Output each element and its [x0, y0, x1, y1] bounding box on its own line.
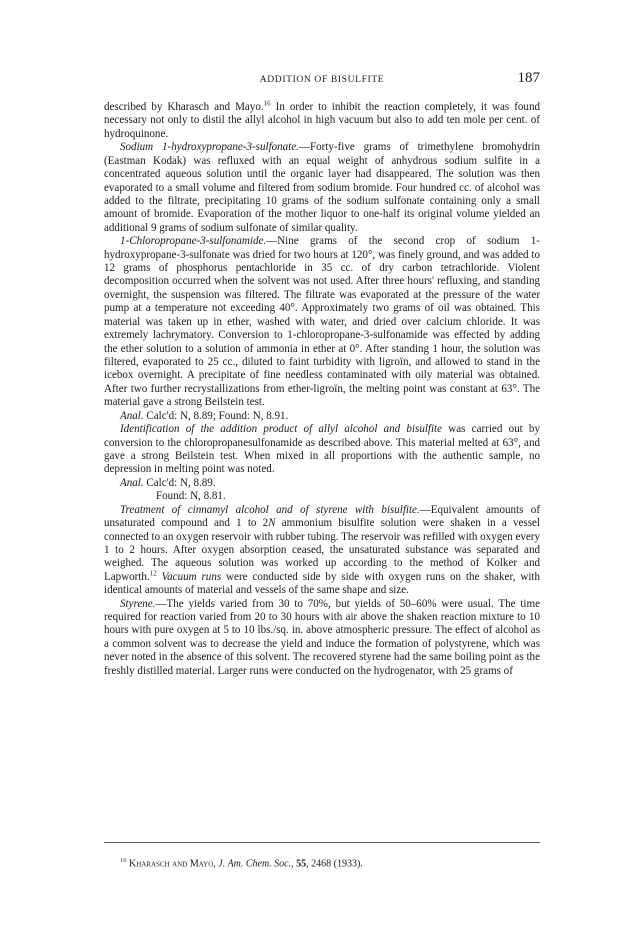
footnote-volume: 55	[296, 858, 307, 870]
paragraph-continuation	[104, 101, 540, 141]
inline-italic: Vacuum runs	[156, 570, 222, 583]
paragraph-text: ammonium bisulfite solution were shaken in a vessel connected to an oxygen reservoir with rubber tubing. The reservoir was refilled with oxygen every 1 to 2 hours. After oxygen absorption ceased, the unsaturated substance was separated and weighed. The aqueous solution was worked up according to the method of Kolker and Lapworth.	[104, 517, 540, 583]
footnote: $^{16}$ Kharasch and Mayo, J. Am. Chem. Soc., 55, 2468 (1933).	[120, 857, 363, 870]
footnote-journal: J. Am. Chem. Soc.	[218, 858, 292, 870]
paragraph-sodium-sulfonate	[104, 141, 540, 235]
analysis-line	[104, 410, 540, 423]
paragraph-chloropropane-sulfonamide	[104, 235, 540, 409]
body-text	[104, 101, 540, 678]
footnote-divider	[104, 842, 540, 843]
footnote-ref: 12	[149, 569, 157, 578]
paragraph-text: —Nine grams of the second crop of sodium 1-hydroxypropane-3-sulfonate was dried for two hours at 120°, was finely ground, and was added to 12 grams of phosphorus pentachloride in 35 cc. of dry carbon tetrachloride. Violent decomposition occurred when the solvent was not used. After three hours' refluxing, and standing overnight, the suspension was filtered. The filtrate was evaporated at the pressure of the water pump at a temperature not exceeding 40°. Approximately two grams of oil was obtained. This material was taken up in ether, washed with water, and dried over calcium chloride. It was extremely lachrymatory. Conversion to 1-chloropropane-3-sulfonamide was effected by adding the ether solution to a solution of ammonia in ether at 0°. After standing 1 hour, the solution was filtered, evaporated to 25 cc., diluted to faint turbidity with ligroïn, and allowed to stand in the icebox overnight. A precipitate of fine needless contaminated with oily material was obtained. After two further recrystallizations from ether-ligroïn, the melting point was constant at 63°. The material gave a strong Beilstein test.	[104, 235, 540, 409]
paragraph-cinnamyl-styrene	[104, 504, 540, 598]
paragraph-text: was carried out by conversion to the chloropropanesulfonamide as described above. This material melted at 63°, and gave a strong Beilstein test. When mixed in all proportions with the authentic sample, no depression in melting point was noted.	[104, 423, 540, 476]
analysis-found-line	[104, 490, 540, 503]
analysis-values: Found: N, 8.81.	[156, 490, 226, 503]
footnote-ref: 16	[263, 99, 271, 108]
paragraph-text: —Forty-five grams of trimethylene bromohydrin (Eastman Kodak) was refluxed with an equal weight of anhydrous sodium sulfite in a concentrated aqueous solution until the organic layer had disappeared. The solution was then evaporated to a small volume and filtered from sodium bromide. Four hundred cc. of alcohol was added to the filtrate, precipitating 10 grams of the sodium sulfonate containing only a small amount of bromide. Evaporation of the mother liquor to one-half its original volume yielded an additional 9 grams of sodium sulfonate of similar quality.	[104, 141, 540, 234]
section-lead: 1-Chloropropane-3-sulfonamide.	[120, 235, 267, 248]
paragraph-text: In order to inhibit the reaction completely, it was found necessary not only to distil the allyl alcohol in high vacuum but also to add ten mole per cent. of hydroquinone.	[104, 101, 540, 140]
paragraph-text: —The yields varied from 30 to 70%, but yields of 50–60% were usual. The time required for reaction varied from 20 to 30 hours with air above the shaken reaction mixture to 10 hours with pure oxygen at 5 to 10 lbs./sq. in. above atmospheric pressure. The effect of alcohol as a common solvent was to decrease the yield and induce the formation of polystyrene, which was never noted in the absence of this solvent. The recovered styrene had the same boiling point as the freshly distilled material. Larger runs were conducted on the hydrogenator, with 25 grams of	[104, 597, 540, 677]
footnote-pages: 2468 (1933).	[311, 858, 363, 870]
footnote-number: 16	[120, 857, 127, 864]
paragraph-text: described by Kharasch and Mayo.	[104, 101, 264, 113]
analysis-line	[104, 477, 540, 490]
running-head	[104, 70, 540, 92]
section-lead: Styrene.	[120, 597, 156, 610]
section-lead: Identification of the addition product of allyl alcohol and bisulfite	[120, 423, 443, 436]
paragraph-styrene	[104, 598, 540, 679]
analysis-values: Calc'd: N, 8.89; Found: N, 8.91.	[143, 409, 289, 422]
paragraph-text: were conducted side by side with oxygen runs on the shaker, with identical amounts of material and vessels of the same shape and size.	[104, 570, 540, 597]
normality-symbol: N	[268, 517, 276, 530]
paragraph-identification	[104, 423, 540, 477]
analysis-label: Anal.	[120, 409, 144, 422]
analysis-values: Calc'd: N, 8.89.	[143, 476, 216, 489]
analysis-label: Anal.	[120, 476, 144, 489]
footnote-authors: Kharasch and Mayo	[129, 858, 214, 870]
paragraph-text: —Equivalent amounts of unsaturated compound and 1 to 2	[104, 503, 541, 530]
section-lead: Treatment of cinnamyl alcohol and of styrene with bisulfite.	[120, 503, 420, 516]
page-number: 187	[517, 70, 540, 86]
running-title: ADDITION OF BISULFITE	[259, 74, 385, 85]
section-lead: Sodium 1-hydroxypropane-3-sulfonate.	[120, 141, 299, 154]
